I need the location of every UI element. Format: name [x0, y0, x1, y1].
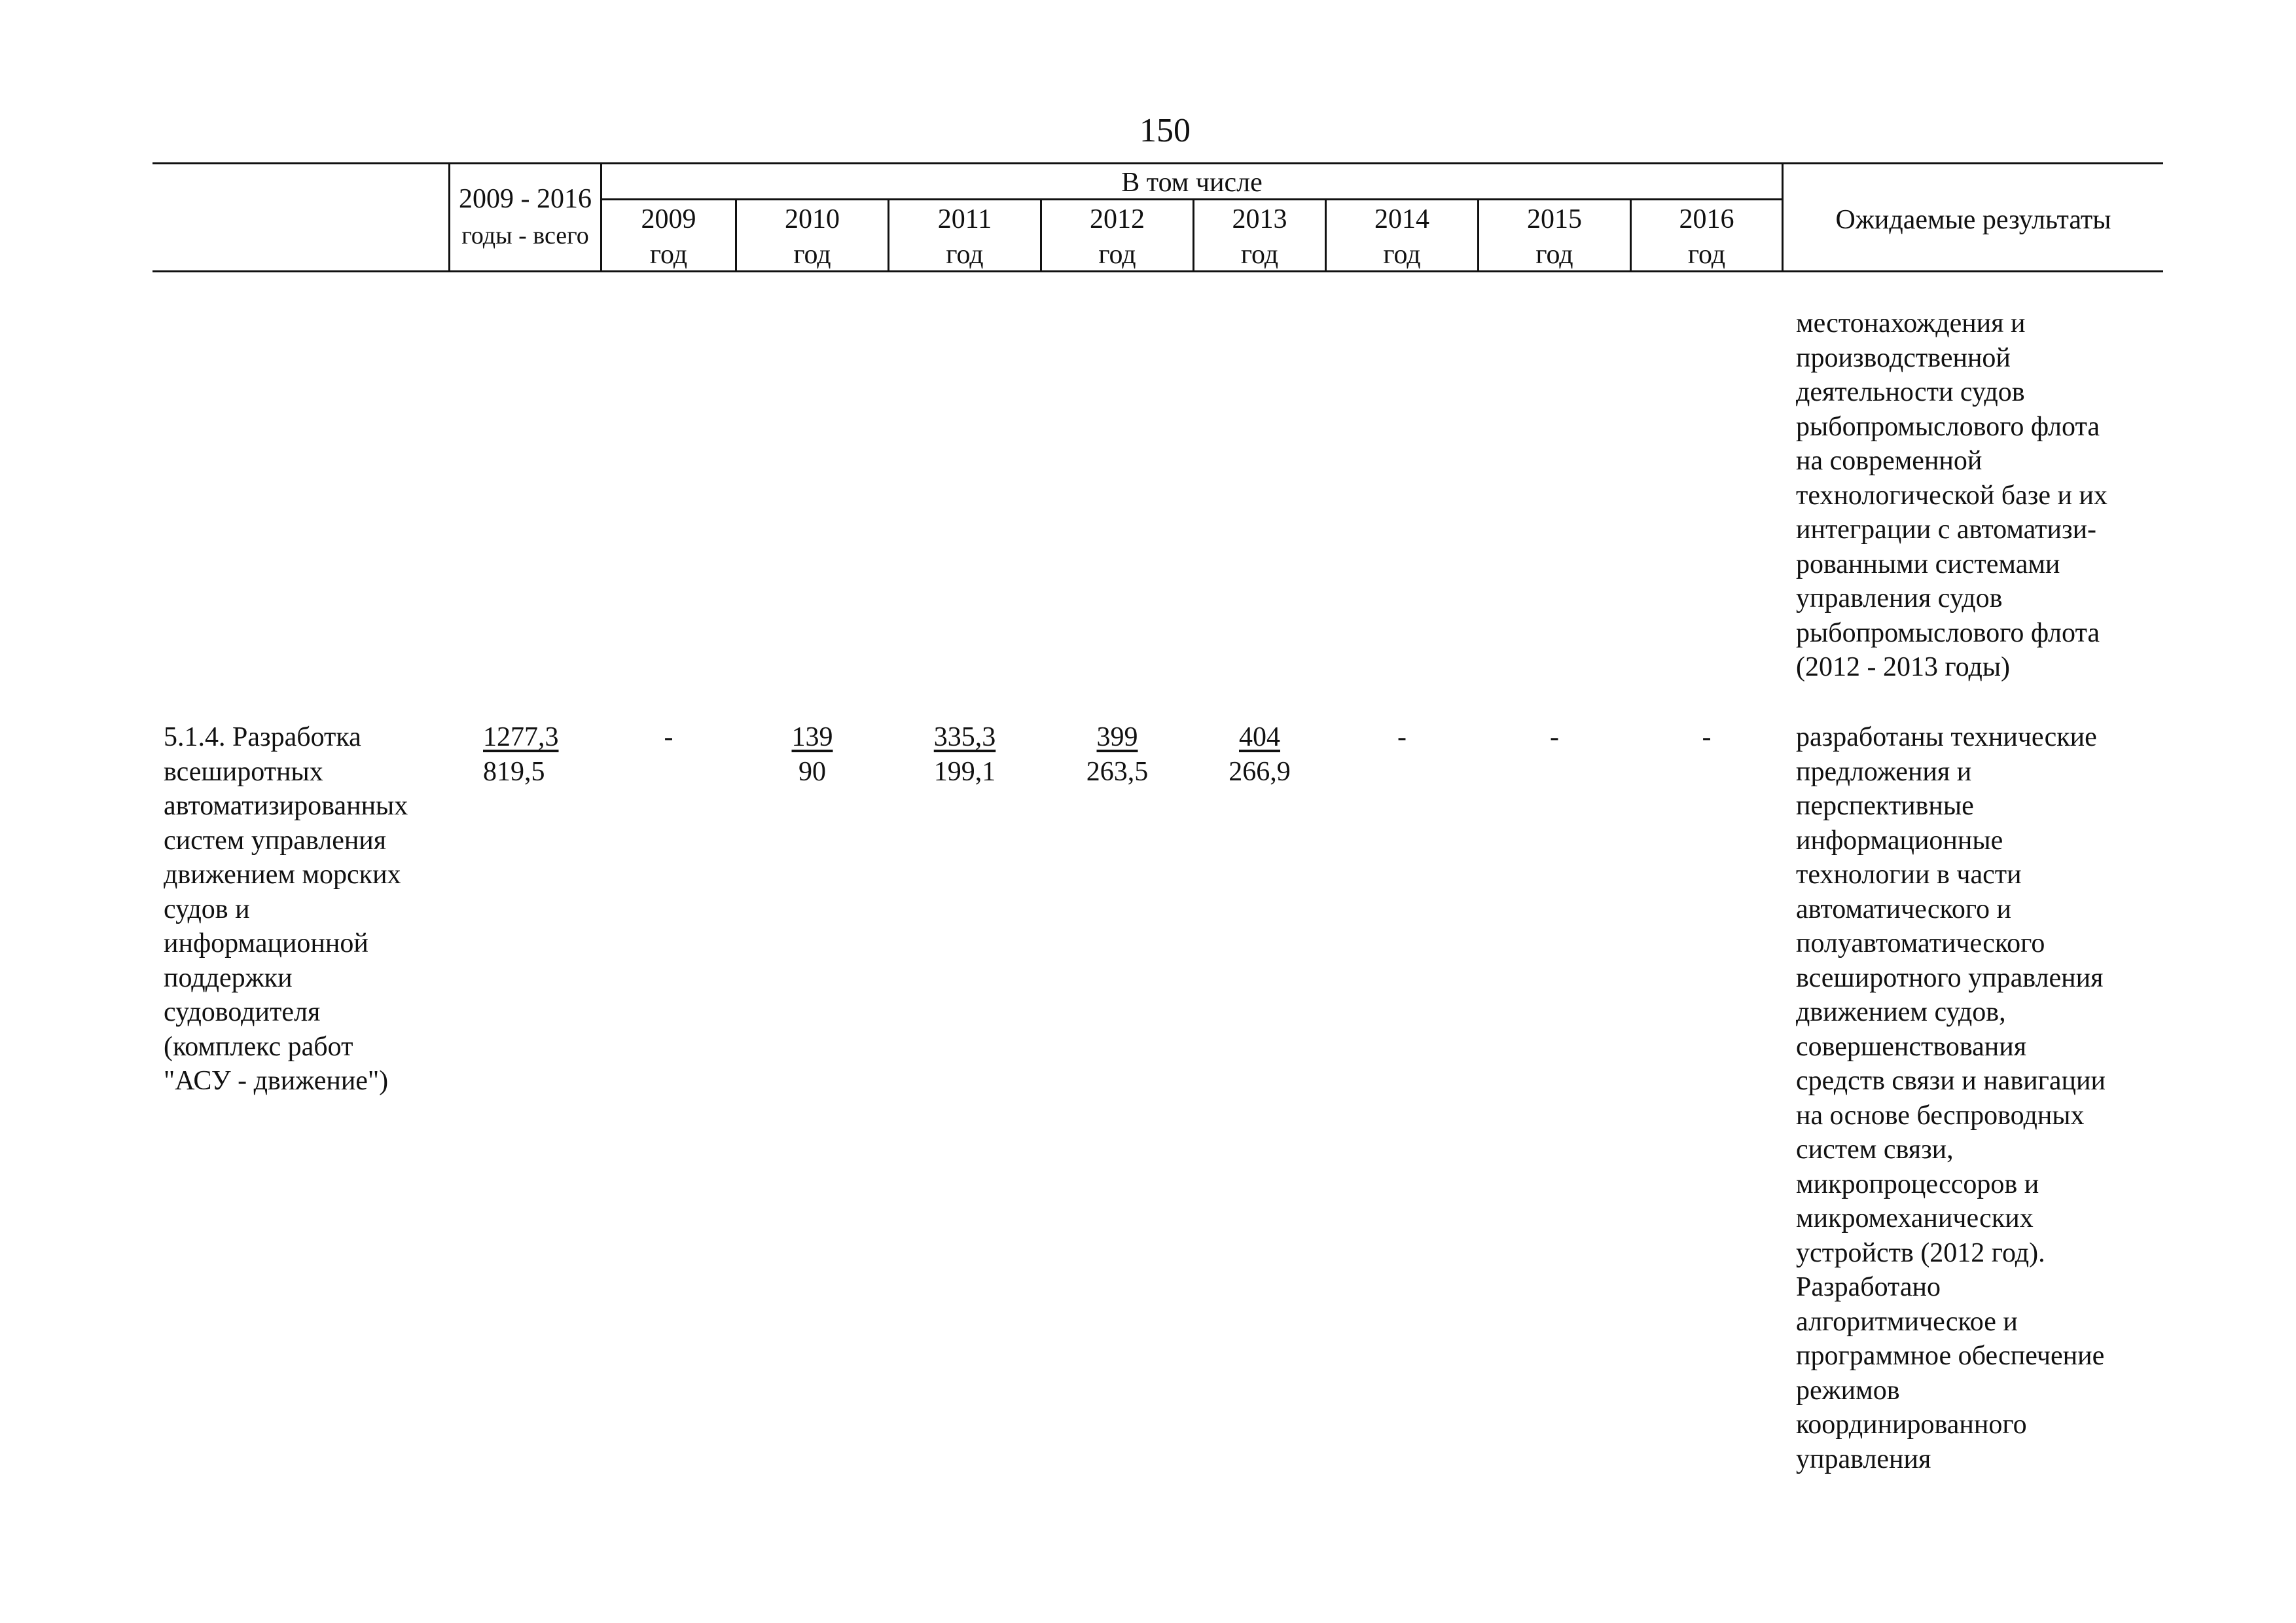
- text-line: автоматизированных: [164, 791, 408, 821]
- text-line: рованными системами: [1796, 549, 2060, 579]
- year-unit: год: [649, 240, 688, 270]
- year-unit: год: [793, 240, 831, 270]
- text-line: судоводителя: [164, 997, 321, 1027]
- text-line: программное обеспечение: [1796, 1341, 2105, 1371]
- text-line: деятельности судов: [1796, 377, 2025, 407]
- text-line: движением морских: [164, 860, 401, 890]
- text-line: рыбопромыслового флота: [1796, 411, 2100, 442]
- year-unit: год: [946, 240, 984, 270]
- text-line: рыбопромыслового флота: [1796, 617, 2100, 648]
- text-line: средств связи и навигации: [1796, 1066, 2106, 1096]
- year-header-2009: 2009: [641, 204, 696, 234]
- value-2009-top: -: [664, 722, 673, 752]
- header-top-rule: [152, 162, 2163, 164]
- year-unit: год: [1535, 240, 1573, 270]
- year-header-2015: 2015: [1527, 204, 1582, 234]
- text-line: технологии в части: [1796, 860, 2022, 890]
- value-2013-top: 404: [1239, 722, 1280, 752]
- text-line: на основе беспроводных: [1796, 1100, 2085, 1131]
- year-header-2013: 2013: [1232, 204, 1287, 234]
- text-line: технологической базе и их: [1796, 480, 2108, 511]
- total-column-header-line2: годы - всего: [461, 222, 589, 249]
- year-unit: год: [1098, 240, 1136, 270]
- value-2012-top: 399: [1096, 722, 1138, 752]
- total-column-header-line1: 2009 - 2016: [459, 184, 592, 214]
- text-line: всеширотного управления: [1796, 962, 2104, 993]
- text-line: интеграции с автоматизи-: [1796, 515, 2097, 545]
- text-line: совершенствования: [1796, 1031, 2027, 1062]
- text-line: (2012 - 2013 годы): [1796, 652, 2011, 682]
- text-line: разработаны технические: [1796, 722, 2097, 752]
- text-line: управления судов: [1796, 583, 2003, 613]
- value-2014-top: -: [1397, 722, 1407, 752]
- text-line: производственной: [1796, 342, 2011, 373]
- text-line: на современной: [1796, 446, 1982, 476]
- value-2010-bottom: 90: [798, 757, 826, 787]
- total-value-bottom: 819,5: [483, 757, 545, 787]
- value-2010-top: 139: [791, 722, 833, 752]
- text-line: (комплекс работ: [164, 1031, 353, 1062]
- text-line: предложения и: [1796, 756, 1972, 787]
- text-line: поддержки: [164, 962, 293, 993]
- row-results: [1796, 720, 2162, 1476]
- text-line: местонахождения и: [1796, 308, 2026, 338]
- year-unit: год: [1687, 240, 1726, 270]
- text-line: 5.1.4. Разработка: [164, 722, 361, 752]
- value-2012-bottom: 263,5: [1086, 757, 1149, 787]
- year-unit: год: [1240, 240, 1279, 270]
- text-line: координированного: [1796, 1410, 2027, 1440]
- year-header-2010: 2010: [785, 204, 840, 234]
- text-line: информационной: [164, 928, 368, 958]
- year-header-2011: 2011: [937, 204, 992, 234]
- text-line: всеширотных: [164, 756, 323, 787]
- group-header-label: В том числе: [1121, 168, 1263, 198]
- text-line: движением судов,: [1796, 997, 2006, 1027]
- text-line: систем связи,: [1796, 1135, 1954, 1165]
- row-name: [164, 720, 439, 1099]
- page-number: 150: [1139, 112, 1191, 149]
- results-column-header: Ожидаемые результаты: [1835, 205, 2111, 235]
- text-line: управления: [1796, 1444, 1931, 1474]
- value-2011-bottom: 199,1: [933, 757, 996, 787]
- text-line: микромеханических: [1796, 1203, 2034, 1233]
- text-line: информационные: [1796, 825, 2003, 856]
- value-2016-top: -: [1702, 722, 1712, 752]
- text-line: полуавтоматического: [1796, 928, 2045, 958]
- text-line: режимов: [1796, 1375, 1900, 1406]
- text-line: алгоритмическое и: [1796, 1306, 2018, 1337]
- total-value-top: 1277,3: [483, 722, 559, 752]
- value-2013-bottom: 266,9: [1229, 757, 1291, 787]
- year-unit: год: [1383, 240, 1421, 270]
- continued-results-text: [1796, 306, 2162, 685]
- text-line: устройств (2012 год).: [1796, 1237, 2045, 1268]
- text-line: систем управления: [164, 825, 387, 856]
- value-2011-top: 335,3: [933, 722, 996, 752]
- text-line: перспективные: [1796, 791, 1974, 821]
- year-header-2014: 2014: [1374, 204, 1429, 234]
- year-header-2012: 2012: [1090, 204, 1145, 234]
- text-line: "АСУ - движение"): [164, 1066, 389, 1096]
- text-line: Разработано: [1796, 1272, 1941, 1302]
- text-line: судов и: [164, 894, 250, 924]
- text-line: автоматического и: [1796, 894, 2011, 924]
- year-header-2016: 2016: [1679, 204, 1734, 234]
- header-divider: [448, 162, 450, 271]
- text-line: микропроцессоров и: [1796, 1169, 2039, 1199]
- value-2015-top: -: [1550, 722, 1559, 752]
